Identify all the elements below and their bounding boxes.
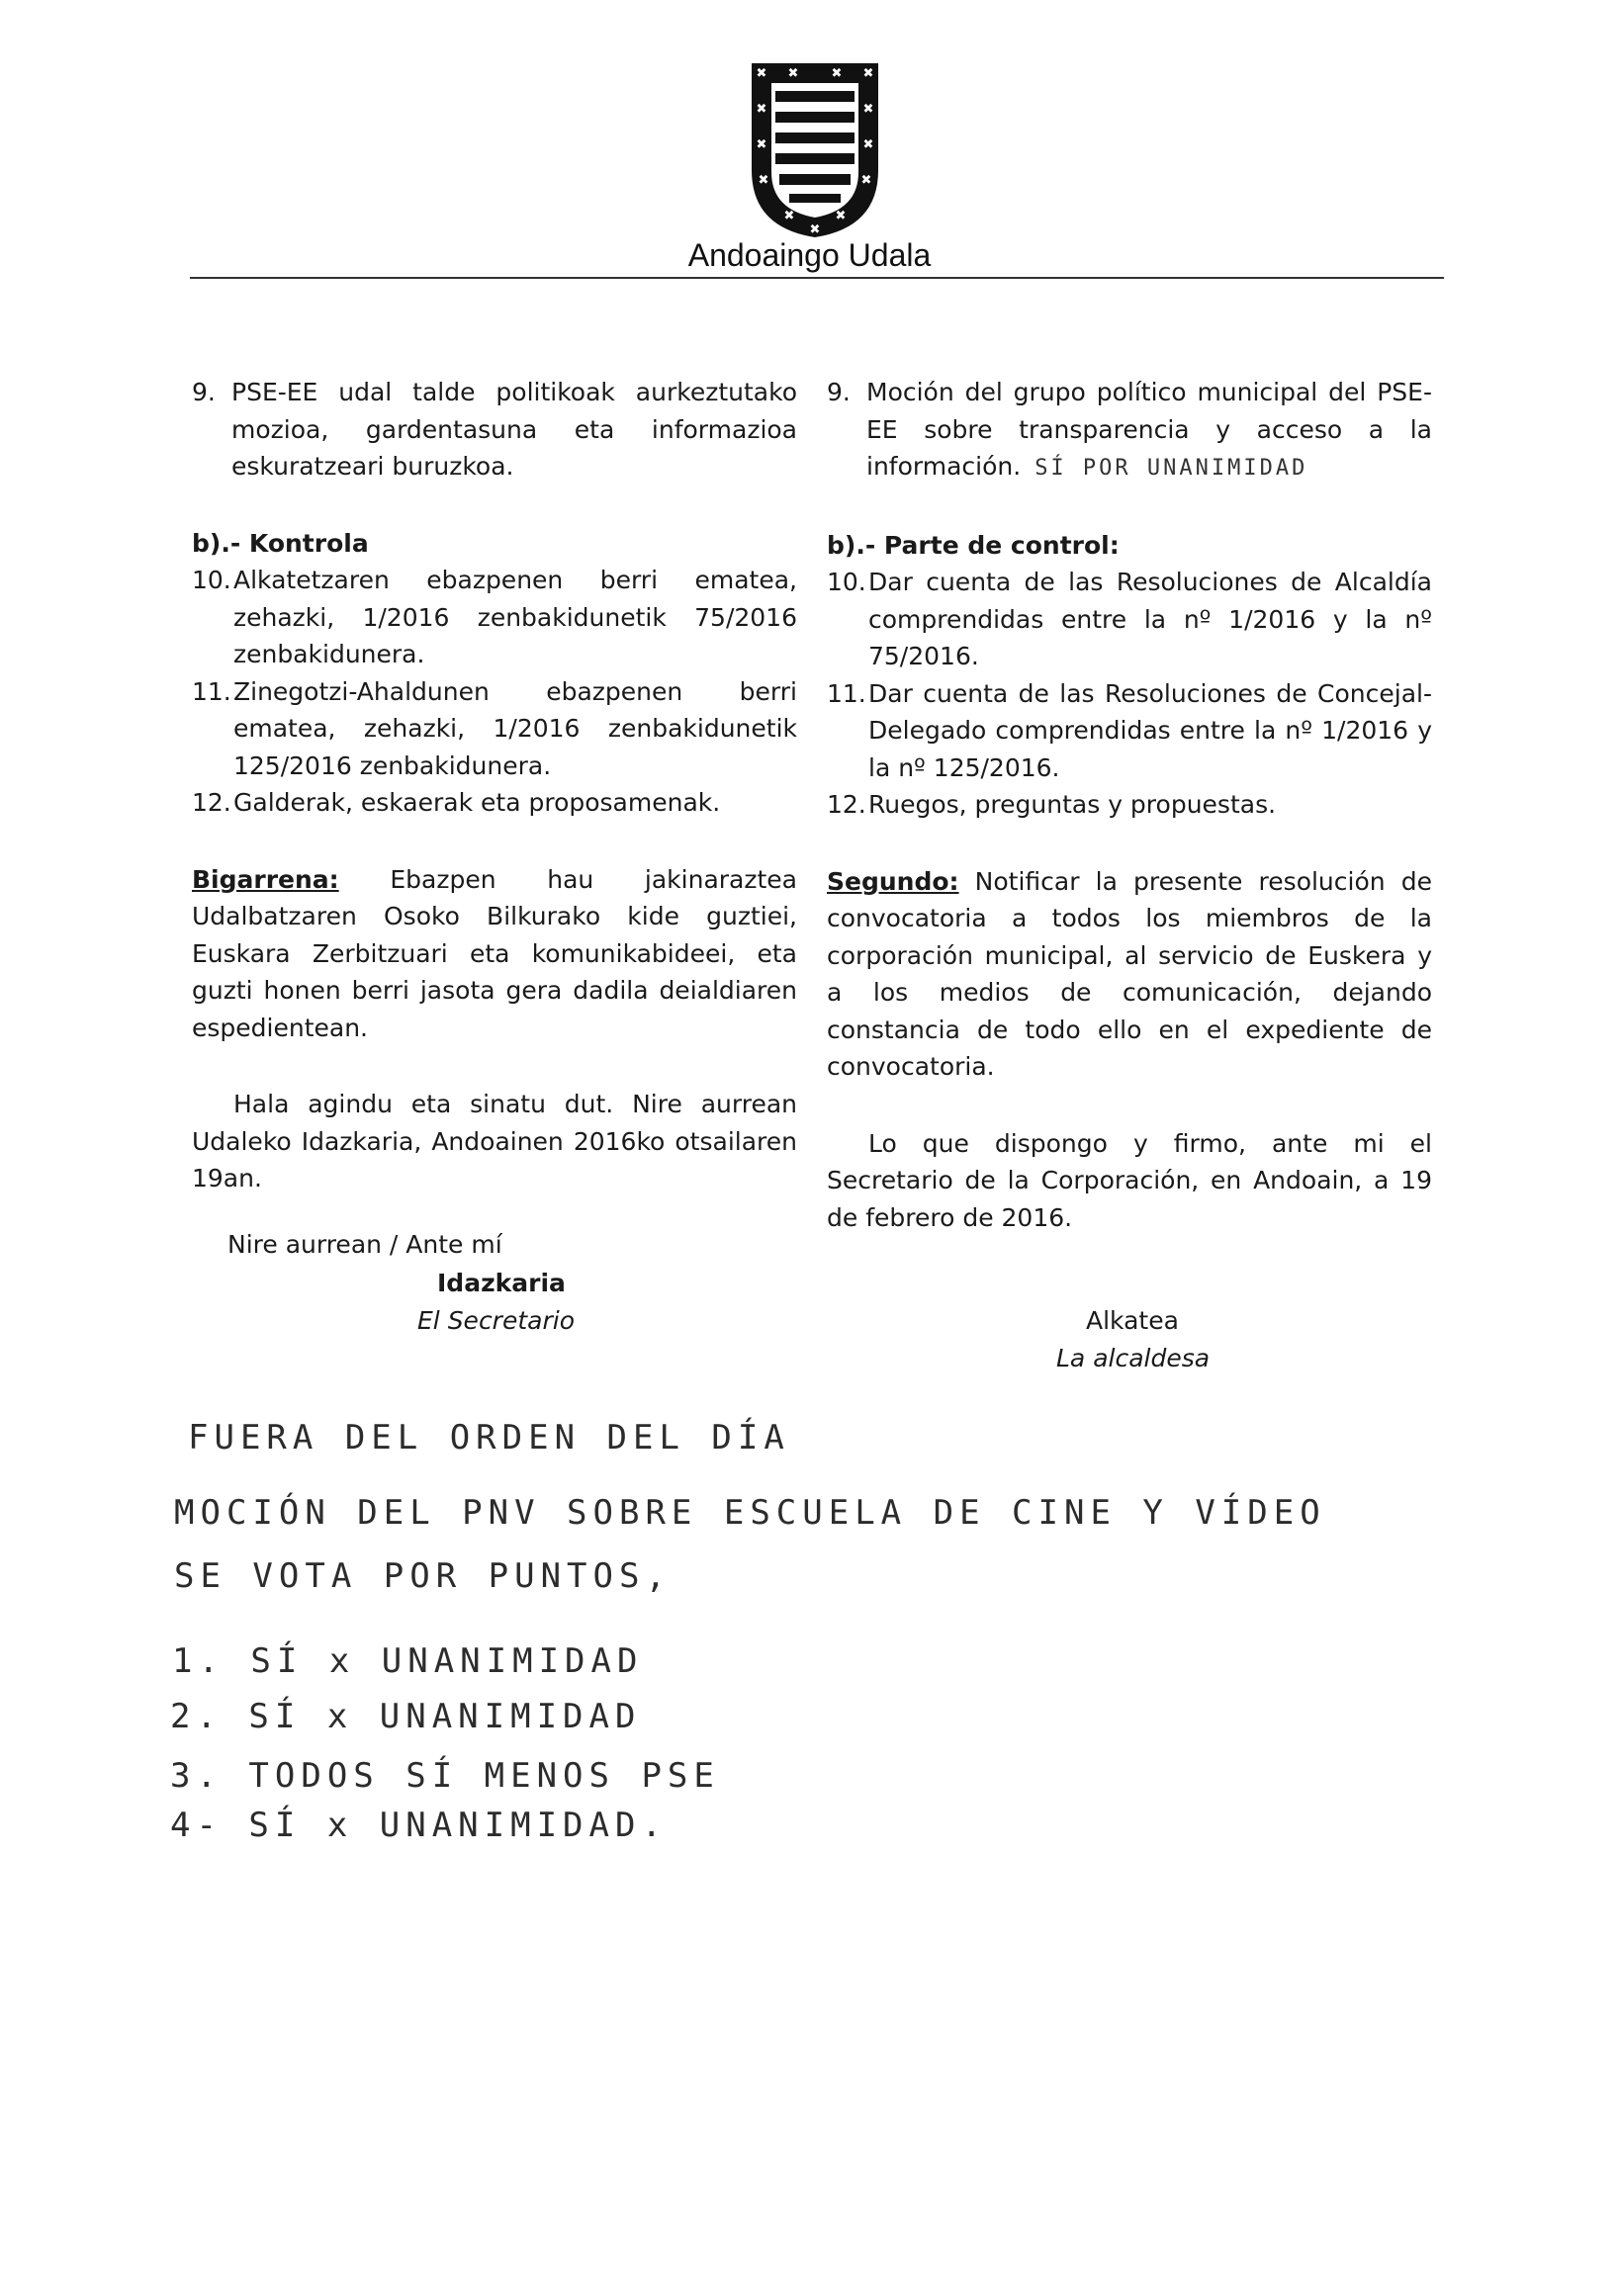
svg-text:✖: ✖ xyxy=(862,137,874,152)
item-number: 12. xyxy=(192,788,231,817)
spanish-column xyxy=(827,374,1432,1236)
item-number: 9. xyxy=(192,378,216,406)
secretary-title-eu: Idazkaria xyxy=(437,1269,566,1297)
svg-text:✖: ✖ xyxy=(783,209,795,223)
section-heading: b).- Kontrola xyxy=(192,528,369,558)
second-text: Ebazpen hau jakinaraztea Udalbatzaren Osoko Bilkurako kide guztiei, Euskara Zerbitzuari eta komunikabideei, eta guzti honen berri jasota gera dadila deialdiaren espedientean. xyxy=(192,864,797,1042)
list-item xyxy=(827,564,1432,675)
page-title: Andoaingo Udala xyxy=(687,237,932,273)
svg-text:✖: ✖ xyxy=(831,66,843,81)
item-number: 9. xyxy=(827,378,851,406)
svg-text:✖: ✖ xyxy=(862,102,874,117)
section-heading: b).- Parte de control: xyxy=(827,530,1120,560)
list-item xyxy=(827,374,1432,487)
svg-text:✖: ✖ xyxy=(787,66,799,81)
basque-column xyxy=(192,374,797,1197)
handwritten-note: 2. SÍ x UNANIMIDAD xyxy=(170,1697,642,1736)
list-item xyxy=(192,374,797,486)
handwritten-note: 4- SÍ x UNANIMIDAD. xyxy=(170,1806,668,1845)
list-item xyxy=(192,562,797,673)
svg-text:✖: ✖ xyxy=(862,66,874,81)
second-paragraph xyxy=(827,863,1432,1086)
item-number: 12. xyxy=(827,790,866,819)
item-text: Ruegos, preguntas y propuestas. xyxy=(868,790,1277,819)
mayor-title-eu: Alkatea xyxy=(1086,1306,1179,1335)
secretary-title-es: El Secretario xyxy=(417,1306,575,1335)
mayor-title-es: La alcaldesa xyxy=(1056,1344,1211,1372)
before-me-label: Nire aurrean / Ante mí xyxy=(227,1230,502,1259)
item-number: 11. xyxy=(827,678,866,708)
second-paragraph xyxy=(192,861,797,1047)
item-text-body: Moción del grupo político municipal del PSE-EE sobre transparencia y acceso a la información. xyxy=(866,378,1432,481)
list-item xyxy=(827,786,1432,824)
item-text xyxy=(866,374,1432,487)
item-text: Zinegotzi-Ahaldunen ebazpenen berri ematea, zehazki, 1/2016 zenbakidunetik 125/2016 zenbakidunera. xyxy=(233,676,797,780)
item-text: Dar cuenta de las Resoluciones de Concejal-Delegado comprendidas entre la nº 1/2016 y la nº 125/2016. xyxy=(868,678,1432,782)
item-number: 10. xyxy=(827,568,866,596)
handwritten-note: FUERA DEL ORDEN DEL DÍA xyxy=(188,1418,790,1457)
closing-paragraph: Hala agindu eta sinatu dut. Nire aurrean Udaleko Idazkaria, Andoainen 2016ko otsailaren 19an. xyxy=(192,1090,797,1192)
coat-of-arms-logo xyxy=(750,61,880,239)
list-item xyxy=(192,673,797,785)
item-text: Galderak, eskaerak eta proposamenak. xyxy=(233,788,721,817)
closing-paragraph: Lo que dispongo y firmo, ante mi el Secretario de la Corporación, en Andoain, a 19 de febrero de 2016. xyxy=(827,1128,1432,1232)
second-label: Segundo: xyxy=(827,866,959,896)
handwritten-note: MOCIÓN DEL PNV SOBRE ESCUELA DE CINE Y VÍDEO xyxy=(174,1493,1326,1533)
header-divider xyxy=(190,277,1444,279)
svg-text:✖: ✖ xyxy=(756,137,767,152)
handwritten-note: SE VOTA POR PUNTOS, xyxy=(174,1556,672,1596)
second-text: Notificar la presente resolución de convocatoria a todos los miembros de la corporación municipal, al servicio de Euskera y a los medios de comunicación, dejando constancia de todo ello en el expediente de convocatoria. xyxy=(827,866,1432,1081)
handwritten-annotation: SÍ POR UNANIMIDAD xyxy=(1034,456,1308,481)
item-text: Dar cuenta de las Resoluciones de Alcaldía comprendidas entre la nº 1/2016 y la nº 75/2016. xyxy=(868,568,1432,670)
svg-text:✖: ✖ xyxy=(835,209,847,223)
handwritten-note: 3. TODOS SÍ MENOS PSE xyxy=(170,1756,720,1796)
item-number: 10. xyxy=(192,566,231,594)
second-label: Bigarrena: xyxy=(192,864,339,894)
svg-text:✖: ✖ xyxy=(758,173,769,188)
svg-text:✖: ✖ xyxy=(756,102,767,117)
list-item xyxy=(827,675,1432,787)
svg-text:✖: ✖ xyxy=(756,66,767,81)
svg-text:✖: ✖ xyxy=(809,222,821,237)
item-number: 11. xyxy=(192,676,231,706)
handwritten-note: 1. SÍ x UNANIMIDAD xyxy=(172,1641,644,1681)
list-item xyxy=(192,784,797,822)
item-text: PSE-EE udal talde politikoak aurkeztutako mozioa, gardentasuna eta informazioa eskuratzeari buruzkoa. xyxy=(231,378,797,481)
item-text: Alkatetzaren ebazpenen berri ematea, zehazki, 1/2016 zenbakidunetik 75/2016 zenbakidunera. xyxy=(233,566,797,668)
svg-text:✖: ✖ xyxy=(860,173,872,188)
